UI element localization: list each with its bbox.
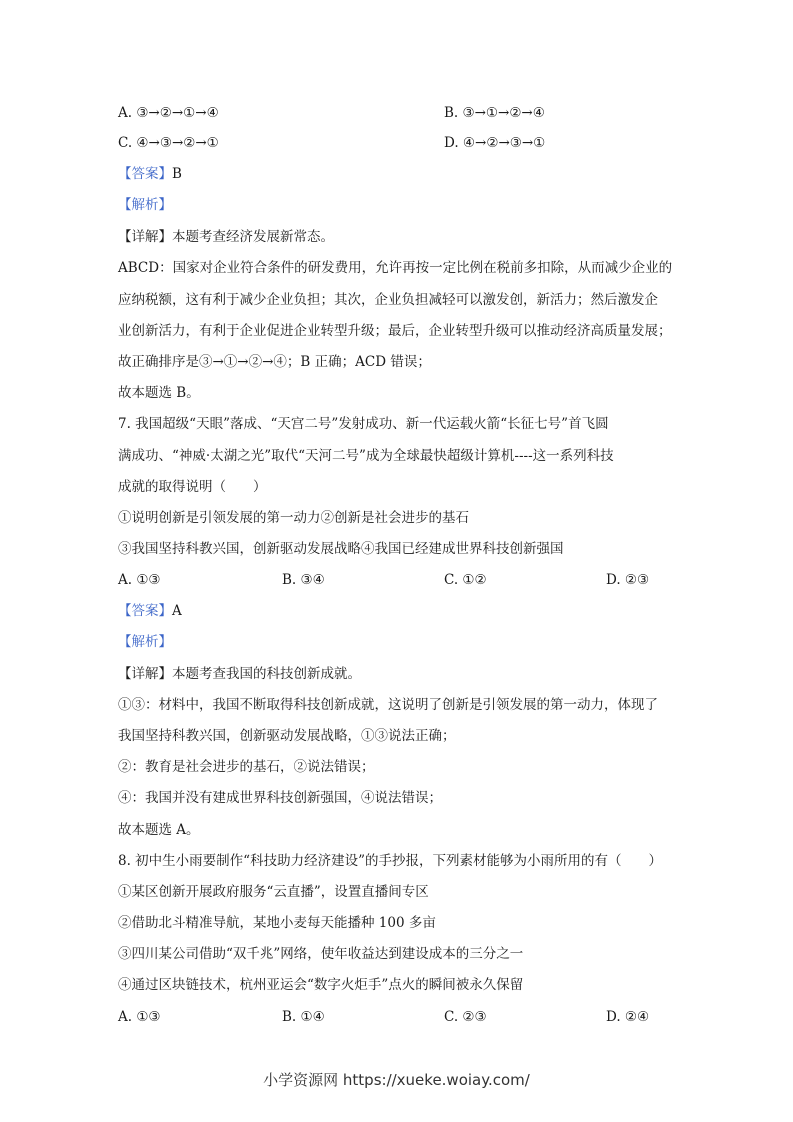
q6-option-a: A. ③→②→①→④ <box>118 105 219 121</box>
q7-option-c: C. ①② <box>444 572 487 588</box>
q8-statement: ③四川某公司借助“双千兆”网络，使年收益达到建设成本的三分之一 <box>118 946 524 962</box>
q7-stem-line: 成就的取得说明（ ） <box>118 479 267 495</box>
q6-option-d: D. ④→②→③→① <box>444 135 546 151</box>
q8-option-c: C. ②③ <box>444 1009 487 1025</box>
detail-text: 本题考查经济发展新常态。 <box>172 229 334 245</box>
q7-conclusion: 故本题选 A。 <box>118 822 200 838</box>
q6-conclusion: 故本题选 B。 <box>118 385 200 401</box>
q6-analysis-heading <box>118 195 172 215</box>
q7-statement: ①说明创新是引领发展的第一动力②创新是社会进步的基石 <box>118 510 469 526</box>
q8-option-b: B. ①④ <box>282 1009 325 1025</box>
footer-watermark: 小学资源网 https://xueke.woiay.com/ <box>263 1071 530 1089</box>
answer-value: B <box>172 166 182 182</box>
q7-paragraph-line: 我国坚持科教兴国，创新驱动发展战略，①③说法正确； <box>118 728 456 744</box>
analysis-tag: 【解析】 <box>118 197 172 213</box>
q6-paragraph-line: 应纳税额，这有利于减少企业负担；其次，企业负担减轻可以激发创，新活力；然后激发企 <box>118 292 658 308</box>
q8-statement: ①某区创新开展政府服务“云直播”，设置直播间专区 <box>118 884 429 900</box>
q8-stem: 8. 初中生小雨要制作“科技助力经济建设”的手抄报，下列素材能够为小雨所用的有（ ） <box>118 853 662 869</box>
q7-option-d: D. ②③ <box>606 572 650 588</box>
q7-answer <box>118 601 182 621</box>
q6-option-c: C. ④→③→②→① <box>118 135 219 151</box>
q7-option-b: B. ③④ <box>282 572 325 588</box>
detail-tag: 【详解】 <box>118 229 172 245</box>
answer-tag: 【答案】 <box>118 166 172 182</box>
analysis-tag: 【解析】 <box>118 634 172 650</box>
q8-option-d: D. ②④ <box>606 1009 650 1025</box>
detail-text: 本题考查我国的科技创新成就。 <box>172 666 361 682</box>
detail-tag: 【详解】 <box>118 666 172 682</box>
q8-statement: ②借助北斗精准导航，某地小麦每天能播种 100 多亩 <box>118 915 436 931</box>
q7-option-a: A. ①③ <box>118 572 161 588</box>
q7-paragraph-line: ④：我国并没有建成世界科技创新强国，④说法错误； <box>118 790 442 806</box>
q6-paragraph-line: 故正确排序是③→①→②→④；B 正确；ACD 错误； <box>118 354 431 370</box>
q6-detail <box>118 227 334 247</box>
answer-tag: 【答案】 <box>118 603 172 619</box>
q7-stem-line: 满成功、“神威·太湖之光”取代“天河二号”成为全球最快超级计算机----这一系列科技 <box>118 448 614 464</box>
q8-statement: ④通过区块链技术，杭州亚运会“数字火炬手”点火的瞬间被永久保留 <box>118 977 524 993</box>
q8-option-a: A. ①③ <box>118 1009 161 1025</box>
q6-answer <box>118 164 182 184</box>
q7-paragraph-line: ②：教育是社会进步的基石，②说法错误； <box>118 759 375 775</box>
q7-paragraph-line: ①③：材料中，我国不断取得科技创新成就，这说明了创新是引领发展的第一动力，体现了 <box>118 697 658 713</box>
q7-detail <box>118 664 361 684</box>
q7-analysis-heading <box>118 632 172 652</box>
answer-value: A <box>172 603 182 619</box>
q6-paragraph-line: 业创新活力，有利于企业促进企业转型升级；最后，企业转型升级可以推动经济高质量发展； <box>118 323 672 339</box>
q7-stem-line: 7. 我国超级“天眼”落成、“天宫二号”发射成功、新一代运载火箭“长征七号”首飞圆 <box>118 416 609 432</box>
q6-paragraph-line: ABCD：国家对企业符合条件的研发费用，允许再按一定比例在税前多扣除，从而减少企业的 <box>118 260 673 276</box>
q7-statement: ③我国坚持科教兴国，创新驱动发展战略④我国已经建成世界科技创新强国 <box>118 541 564 557</box>
q6-option-b: B. ③→①→②→④ <box>444 105 545 121</box>
